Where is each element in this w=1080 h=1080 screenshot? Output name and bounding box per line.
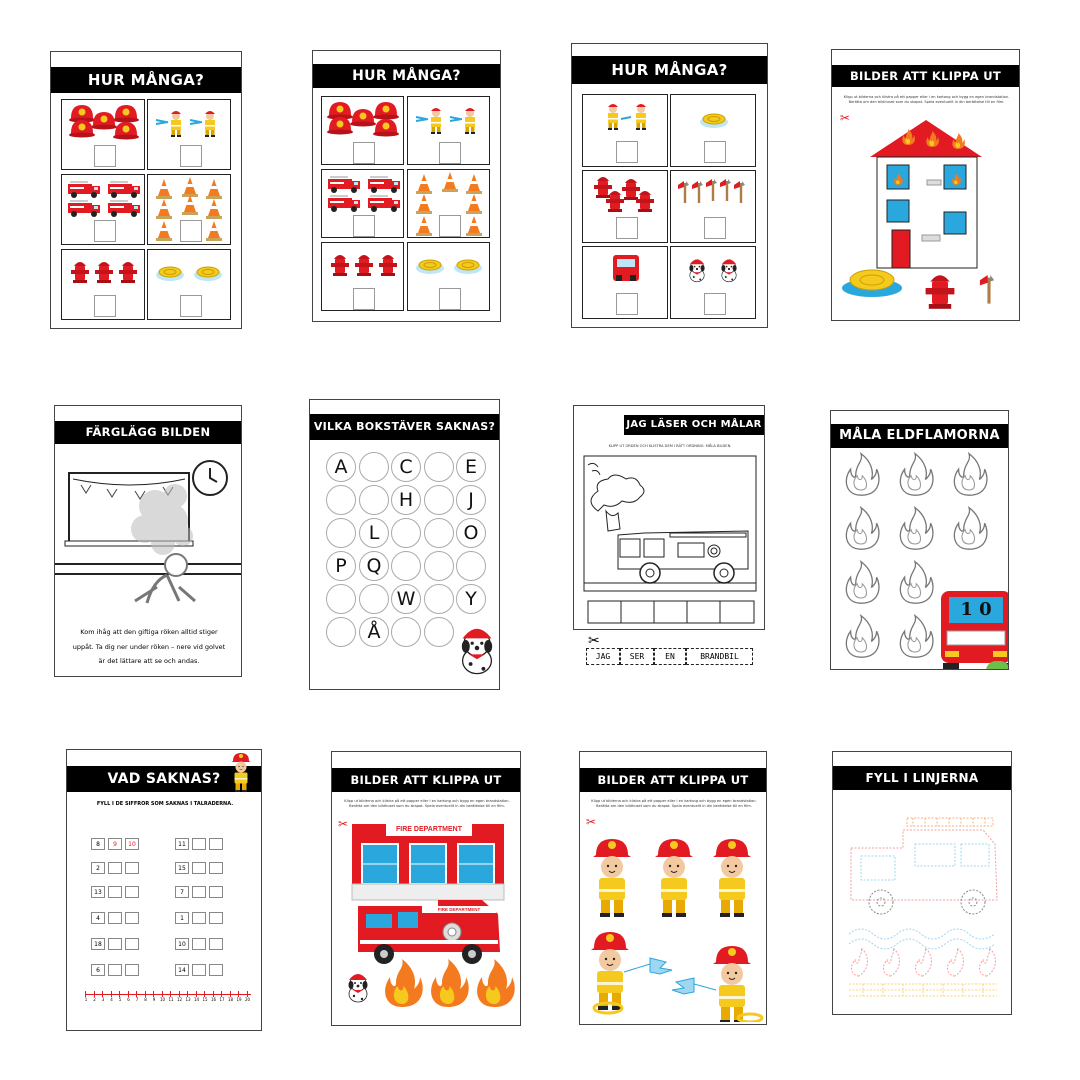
number-box[interactable] [209,886,223,898]
worksheet-bilder-klippa-ut-station[interactable] [331,751,521,1026]
page-title: HUR MÅNGA? [572,56,767,84]
number-line-tick: 16 [210,997,217,1002]
number-box[interactable] [108,862,122,874]
number-line [85,990,255,1010]
number-box[interactable] [209,938,223,950]
page-title: FYLL I LINJERNA [833,766,1011,790]
count-cell-trucks [61,174,145,245]
number-line-tickmark [179,991,180,997]
answer-box[interactable] [616,293,638,315]
fire-truck-coloring-illustration [574,451,765,630]
worksheet-jag-laser-och-malar[interactable] [573,405,765,630]
answer-box[interactable] [704,141,726,163]
dalmatian-dog-icon [453,618,500,678]
number-line-tickmark [128,991,129,997]
answer-box[interactable] [180,145,202,167]
page-title: VAD SAKNAS? [67,766,261,792]
instructions: FYLL I DE SIFFROR SOM SAKNAS I TALRADERNA. [96,801,234,807]
count-cell-hoses [147,249,231,320]
answer-box[interactable] [94,145,116,167]
number-box[interactable]: 10 [175,938,189,950]
number-box[interactable] [108,886,122,898]
letter-circle[interactable]: C [391,452,421,482]
letter-circle[interactable] [424,584,454,614]
letter-circle[interactable] [326,518,356,548]
count-cell-helmets [321,96,404,165]
letter-circle[interactable]: L [359,518,389,548]
worksheet-fargla-bilden[interactable] [54,405,242,677]
count-cell-cones [147,174,231,245]
count-cell-firefighters [147,99,231,170]
page-title: BILDER ATT KLIPPA UT [580,768,766,792]
number-box[interactable] [108,964,122,976]
number-line-tick: 11 [168,997,174,1002]
answer-box[interactable] [439,142,461,164]
caption-line-3: är det lättare att se och andas. [98,657,200,665]
page-title: MÅLA ELDFLAMORNA [831,424,1008,448]
letter-circle[interactable]: H [391,485,421,515]
letter-circle[interactable] [359,485,389,515]
letter-circle[interactable]: O [456,518,486,548]
letter-circle[interactable] [326,617,356,647]
number-line-tickmark [111,991,112,997]
number-line-tick: 4 [110,997,113,1002]
number-line-tick: 14 [193,997,200,1002]
number-line-tick: 5 [118,997,122,1002]
number-line-tickmark [102,991,103,997]
answer-box[interactable] [180,295,202,317]
number-line-tickmark [162,991,163,997]
letter-circle[interactable]: E [456,452,486,482]
number-box[interactable]: 11 [175,838,189,850]
number-line-tickmark [153,991,154,997]
number-line-tick: 13 [185,997,191,1002]
letter-circle[interactable]: Å [359,617,389,647]
number-line-tick: 20 [244,997,251,1002]
answer-box[interactable] [439,288,461,310]
answer-box[interactable] [353,215,375,237]
number-line-tick: 19 [236,997,242,1002]
number-line-tickmark [119,991,120,997]
firefighters-illustration [580,812,767,1022]
number-line-tick: 8 [144,997,147,1002]
page-title: JAG LÄSER OCH MÅLAR [624,415,764,435]
letter-circle[interactable]: Q [359,551,389,581]
letter-circle[interactable]: Y [456,584,486,614]
worksheet-hur-manga-2[interactable] [312,50,501,322]
worksheet-hur-manga-3[interactable] [571,43,768,328]
number-box[interactable] [108,938,122,950]
page-title: HUR MÅNGA? [313,64,500,88]
number-line-tick: 12 [176,997,183,1002]
number-line-tickmark [196,991,197,997]
number-box[interactable]: 10 [125,838,139,850]
worksheet-vilka-bokstaver[interactable] [309,399,500,690]
number-line-tickmark [136,991,137,997]
number-line-tickmark [213,991,214,997]
letter-circle[interactable] [326,584,356,614]
page-title: VILKA BOKSTÄVER SAKNAS? [310,414,499,440]
answer-box[interactable] [94,220,116,242]
page-title: FÄRGLÄGG BILDEN [55,421,241,444]
number-box[interactable] [192,938,206,950]
letter-circle[interactable] [359,584,389,614]
count-cell-firefighters [582,94,668,167]
page-title: HUR MÅNGA? [51,67,241,93]
letter-circle[interactable] [424,485,454,515]
number-line-tickmark [230,991,231,997]
number-line-tick: 9 [152,997,156,1002]
instructions: KLIPP UT ORDEN OCH KLISTRA DEM I RÄTT ORDNING. MÅLA BILDEN. [608,444,732,448]
letter-circle[interactable] [424,617,454,647]
answer-box[interactable] [353,142,375,164]
letter-circle[interactable] [424,551,454,581]
number-box[interactable]: 14 [175,964,189,976]
number-box[interactable] [209,964,223,976]
letter-circle[interactable] [359,452,389,482]
letter-circle[interactable]: J [456,485,486,515]
number-line-tick: 2 [93,997,96,1002]
house-on-fire-illustration [832,100,1020,321]
count-cell-trucks [321,169,404,238]
smoke-coloring-illustration [55,451,242,621]
caption-line-2: uppåt. Ta dig ner under röken – nere vid golvet [72,643,226,651]
number-box[interactable] [192,838,206,850]
number-line-tickmark [94,991,95,997]
letter-circle[interactable] [391,617,421,647]
letter-circle[interactable] [391,518,421,548]
answer-box[interactable] [94,295,116,317]
number-line-tickmark [187,991,188,997]
word-card[interactable]: EN [654,648,686,665]
number-box[interactable]: 7 [175,886,189,898]
count-cell-dogs [670,246,756,319]
count-cell-axes [670,170,756,243]
number-line-tick: 15 [202,997,208,1002]
page-title: BILDER ATT KLIPPA UT [332,768,520,792]
instructions: Klipp ut bilderna och klistra på ett papper eller i en kartong och bygg en egen brandstation. Berätta om den bildhuset som du skapat. Spela eventuellt in din berättelse till en film. [591,799,757,808]
letter-circle[interactable]: P [326,551,356,581]
number-line-tickmark [170,991,171,997]
page-title: BILDER ATT KLIPPA UT [832,65,1019,87]
number-box[interactable] [125,886,139,898]
letter-circle[interactable] [456,551,486,581]
number-line-tick: 18 [227,997,234,1002]
letter-circle[interactable] [391,551,421,581]
number-box[interactable]: 4 [91,912,105,924]
number-box[interactable]: 8 [91,838,105,850]
count-cell-firefighters [407,96,490,165]
firefighter-icon [225,750,259,794]
svg-text:✂: ✂ [338,817,349,831]
number-box[interactable] [209,912,223,924]
worksheet-vad-saknas[interactable] [66,749,262,1031]
grass [986,661,1009,670]
count-cell-truck [582,246,668,319]
number-box[interactable]: 13 [91,886,105,898]
answer-box[interactable] [704,217,726,239]
truck-number: 1 0 [960,599,992,620]
number-line-tickmark [247,991,248,997]
truck-sign: FIRE DEPARTMENT [437,907,481,912]
word-card[interactable]: JAG [586,648,620,665]
count-cell-helmets [61,99,145,170]
number-box[interactable]: 15 [175,862,189,874]
number-box[interactable] [108,912,122,924]
answer-box[interactable] [353,288,375,310]
number-line-tickmark [145,991,146,997]
svg-text:✂: ✂ [586,815,597,829]
fire-station-illustration [332,814,521,1024]
number-line-tickmark [238,991,239,997]
number-box[interactable] [125,912,139,924]
number-line-tick: 3 [101,997,105,1002]
count-cell-hydrants [321,242,404,311]
answer-box[interactable] [439,215,461,237]
number-line-tick: 7 [135,997,139,1002]
count-cell-cones [407,169,490,238]
number-box[interactable] [209,862,223,874]
number-line-tickmark [204,991,205,997]
number-box[interactable] [125,862,139,874]
number-box[interactable] [209,838,223,850]
scissors-icon: ✂ [588,632,600,648]
answer-box[interactable] [704,293,726,315]
number-box[interactable]: 6 [91,964,105,976]
count-cell-hydrants [582,170,668,243]
number-box[interactable]: 18 [91,938,105,950]
letter-circle[interactable] [424,518,454,548]
answer-box[interactable] [616,217,638,239]
tracing-lines-illustration [833,794,1012,1014]
worksheet-mala-eldflamorna[interactable] [830,410,1009,670]
count-cell-hydrants [61,249,145,320]
letter-circle[interactable] [326,485,356,515]
worksheet-fyll-i-linjerna[interactable] [832,751,1012,1015]
letter-circle[interactable]: W [391,584,421,614]
count-cell-hoses [407,242,490,311]
number-box[interactable]: 2 [91,862,105,874]
number-box[interactable] [125,964,139,976]
word-card[interactable]: BRANDBIL [686,648,753,665]
number-line-tick: 17 [219,997,225,1002]
answer-box[interactable] [616,141,638,163]
number-box[interactable] [192,886,206,898]
count-cell-hose [670,94,756,167]
number-line-tick: 1 [84,997,88,1002]
number-line-tickmark [221,991,222,997]
letter-circle[interactable] [424,452,454,482]
number-line-tick: 10 [159,997,166,1002]
answer-box[interactable] [180,220,202,242]
word-card[interactable]: SER [620,648,654,665]
number-box[interactable] [192,912,206,924]
instructions: Klipp ut bilderna och klistra på ett papper eller i en kartong och bygg en egen brandstation. Berätta om den bildhuset som du skapat. Spela eventuellt in din berättelse till en film. [344,799,510,808]
worksheet-hur-manga-1[interactable] [50,51,242,329]
caption-line-1: Kom ihåg att den giftiga röken alltid stiger [80,628,218,636]
number-box[interactable]: 9 [108,838,122,850]
number-box[interactable]: 1 [175,912,189,924]
number-line-tickmark [85,991,86,997]
number-box[interactable] [192,862,206,874]
scissors-icon: ✂ [840,111,851,125]
worksheet-bilder-klippa-ut-house[interactable] [831,49,1020,321]
number-box[interactable] [192,964,206,976]
worksheet-bilder-klippa-ut-firefighters[interactable] [579,751,767,1025]
number-line-tick: 6 [127,997,130,1002]
station-sign: FIRE DEPARTMENT [396,826,462,833]
letter-circle[interactable]: A [326,452,356,482]
number-box[interactable] [125,938,139,950]
instructions: Klipp ut bilderna och klistra på ett papper eller i en kartong och bygg en egen brandstation. Berätta om den bildhuset som du skapat. Spela eventuellt in din berättelse till en film. [843,95,1010,104]
